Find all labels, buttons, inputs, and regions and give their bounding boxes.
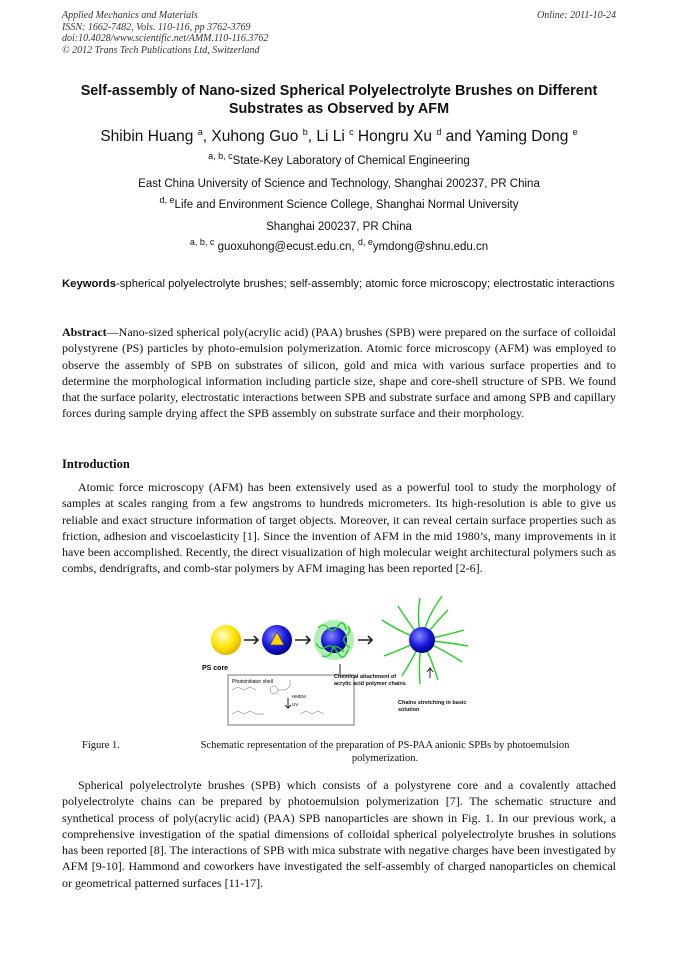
abstract-text: —Nano-sized spherical poly(acrylic acid) (PAA) brushes (SPB) were prepared on the surface of colloidal polystyrene (PS) particles by photo-emulsion polymerization. Atomic force microscopy (AFM) was employed to observe the assembly of SPB on substrates of silicon, gold and mica with various surface properties and to determine the morphological information including particle size, shape and core-shell structure of SPB. We found that the surface polarity, electrostatic interactions between SPB and substrate surface and among SPB and capillary forces during sample drying affect the SPB assembly on substrate surface and their morphology. (62, 325, 616, 421)
arrow-icon (244, 636, 258, 644)
keywords (62, 278, 616, 292)
figure-label: Figure 1. (82, 740, 120, 751)
email-line (62, 237, 616, 253)
journal-name: Applied Mechanics and Materials (62, 10, 198, 21)
paper-title: Self-assembly of Nano-sized Spherical Polyelectrolyte Brushes on Different Substrates as Observed by AFM (80, 83, 598, 117)
author-name: Shibin Huang (100, 128, 194, 145)
intro-paragraph-1: Atomic force microscopy (AFM) has been extensively used as a powerful tool to study the morphology of samples at scales ranging from a few angstroms to hundreds micrometers. Its high-resolution is able to give us reliable and exact structure information of target objects. Moreover, it can reveal certain surface properties such as friction, adhesion and viscoelasticity [1]. Since the invention of AFM in the mid 1980’s, many improvements in it have been accomplished. Recently, the direct visualization of high molecular weight architectural polymers such as combs, dendrigrafts, and comb-star polymers by AFM imaging has been reported [2-6]. (62, 480, 616, 576)
stretched-brush-core-sphere (409, 627, 435, 653)
affiliation-text: Life and Environment Science College, Shanghai Normal University (174, 199, 519, 211)
attachment-label: Chemical attachment of acrylic acid polymer chains (334, 674, 406, 687)
email-sup: a, b, c (189, 237, 215, 248)
keywords-label: Keywords (62, 278, 116, 290)
affiliation-sup: d, e (159, 195, 175, 206)
uv-label: UV (292, 702, 299, 707)
author-sup: c (349, 126, 354, 137)
up-arrow-icon (427, 668, 433, 678)
ps-core-label: PS core (202, 665, 229, 672)
brush-core-sphere (321, 627, 347, 653)
email-sup: d, e (357, 237, 373, 248)
figure-caption-text: Schematic representation of the preparation of PS-PAA anionic SPBs by photoemulsion polymerization. (200, 740, 570, 764)
abstract-label: Abstract (62, 325, 107, 339)
hmem-label: HMEM (292, 694, 306, 699)
affiliation-sup: a, b, c (208, 151, 233, 162)
spb-schematic (200, 588, 490, 728)
stretch-label: Chains stretching in basic solution (398, 700, 467, 713)
affiliation-1 (62, 151, 616, 167)
affiliation-2-address: Shanghai 200237, PR China (266, 221, 412, 233)
author-list: Shibin Huang $^a$, Xuhong Guo $^b$, Li Li $^c$ Hongru Xu $^d$ and Yaming Dong $^e$ (100, 126, 578, 145)
affiliation-2 (62, 195, 616, 211)
stretch-label-box (398, 700, 478, 724)
journal-header (62, 10, 268, 56)
photoinitiator-label: Photoinitiator shell (232, 679, 273, 685)
copyright: © 2012 Trans Tech Publications Ltd, Switzerland (62, 44, 260, 56)
doi: doi:10.4028/www.scientific.net/AMM.110-116.3762 (62, 33, 269, 44)
arrow-icon (295, 636, 310, 644)
ps-core-sphere (211, 625, 241, 655)
author-sup: d (436, 126, 442, 137)
author-name: Li Li (316, 128, 345, 145)
author-sup: b (302, 126, 308, 137)
author-name: Xuhong Guo (211, 128, 299, 145)
email-link[interactable]: ymdong@shnu.edu.cn (372, 241, 489, 253)
figure-1 (200, 588, 490, 728)
affiliation-1-address: East China University of Science and Technology, Shanghai 200237, PR China (138, 178, 540, 190)
online-date: Online: 2011-10-24 (537, 10, 616, 21)
affiliation-text: State-Key Laboratory of Chemical Engineering (232, 155, 470, 167)
author-name: Yaming Dong (475, 128, 569, 145)
attachment-label-box (334, 674, 406, 704)
author-name: Hongru Xu (357, 128, 433, 145)
intro-paragraph-2: Spherical polyelectrolyte brushes (SPB) which consists of a polystyrene core and a covalently attached polyelectrolyte chains can be prepared by photoemulsion polymerization [7]. The schematic structure and synthetical process of poly(acrylic acid) (PAA) SPB nanoparticles are shown in Fig. 1. In our previous work, a comprehensive investigation of the spatial dimensions of colloidal spherical polyelectrolyte brushes in solutions has been reported [8]. The interactions of SPB with mica substrate with negative charges have been investigated by AFM [9-10]. Hammond and coworkers have investigated the self-assembly of charged nanoparticles on chemical or geometrical patterned surfaces [11-17]. (62, 778, 616, 890)
author-sup: e (572, 126, 578, 137)
email-link[interactable]: guoxuhong@ecust.edu.cn, (217, 241, 355, 253)
issn: ISSN: 1662-7482, Vols. 110-116, pp 3762-3769 (62, 21, 251, 33)
section-heading-introduction: Introduction (62, 457, 130, 471)
author-sup: a (197, 126, 203, 137)
abstract (62, 324, 616, 422)
keywords-text: -spherical polyelectrolyte brushes; self-assembly; atomic force microscopy; electrostatic interactions (116, 278, 615, 290)
arrow-icon (358, 636, 372, 644)
